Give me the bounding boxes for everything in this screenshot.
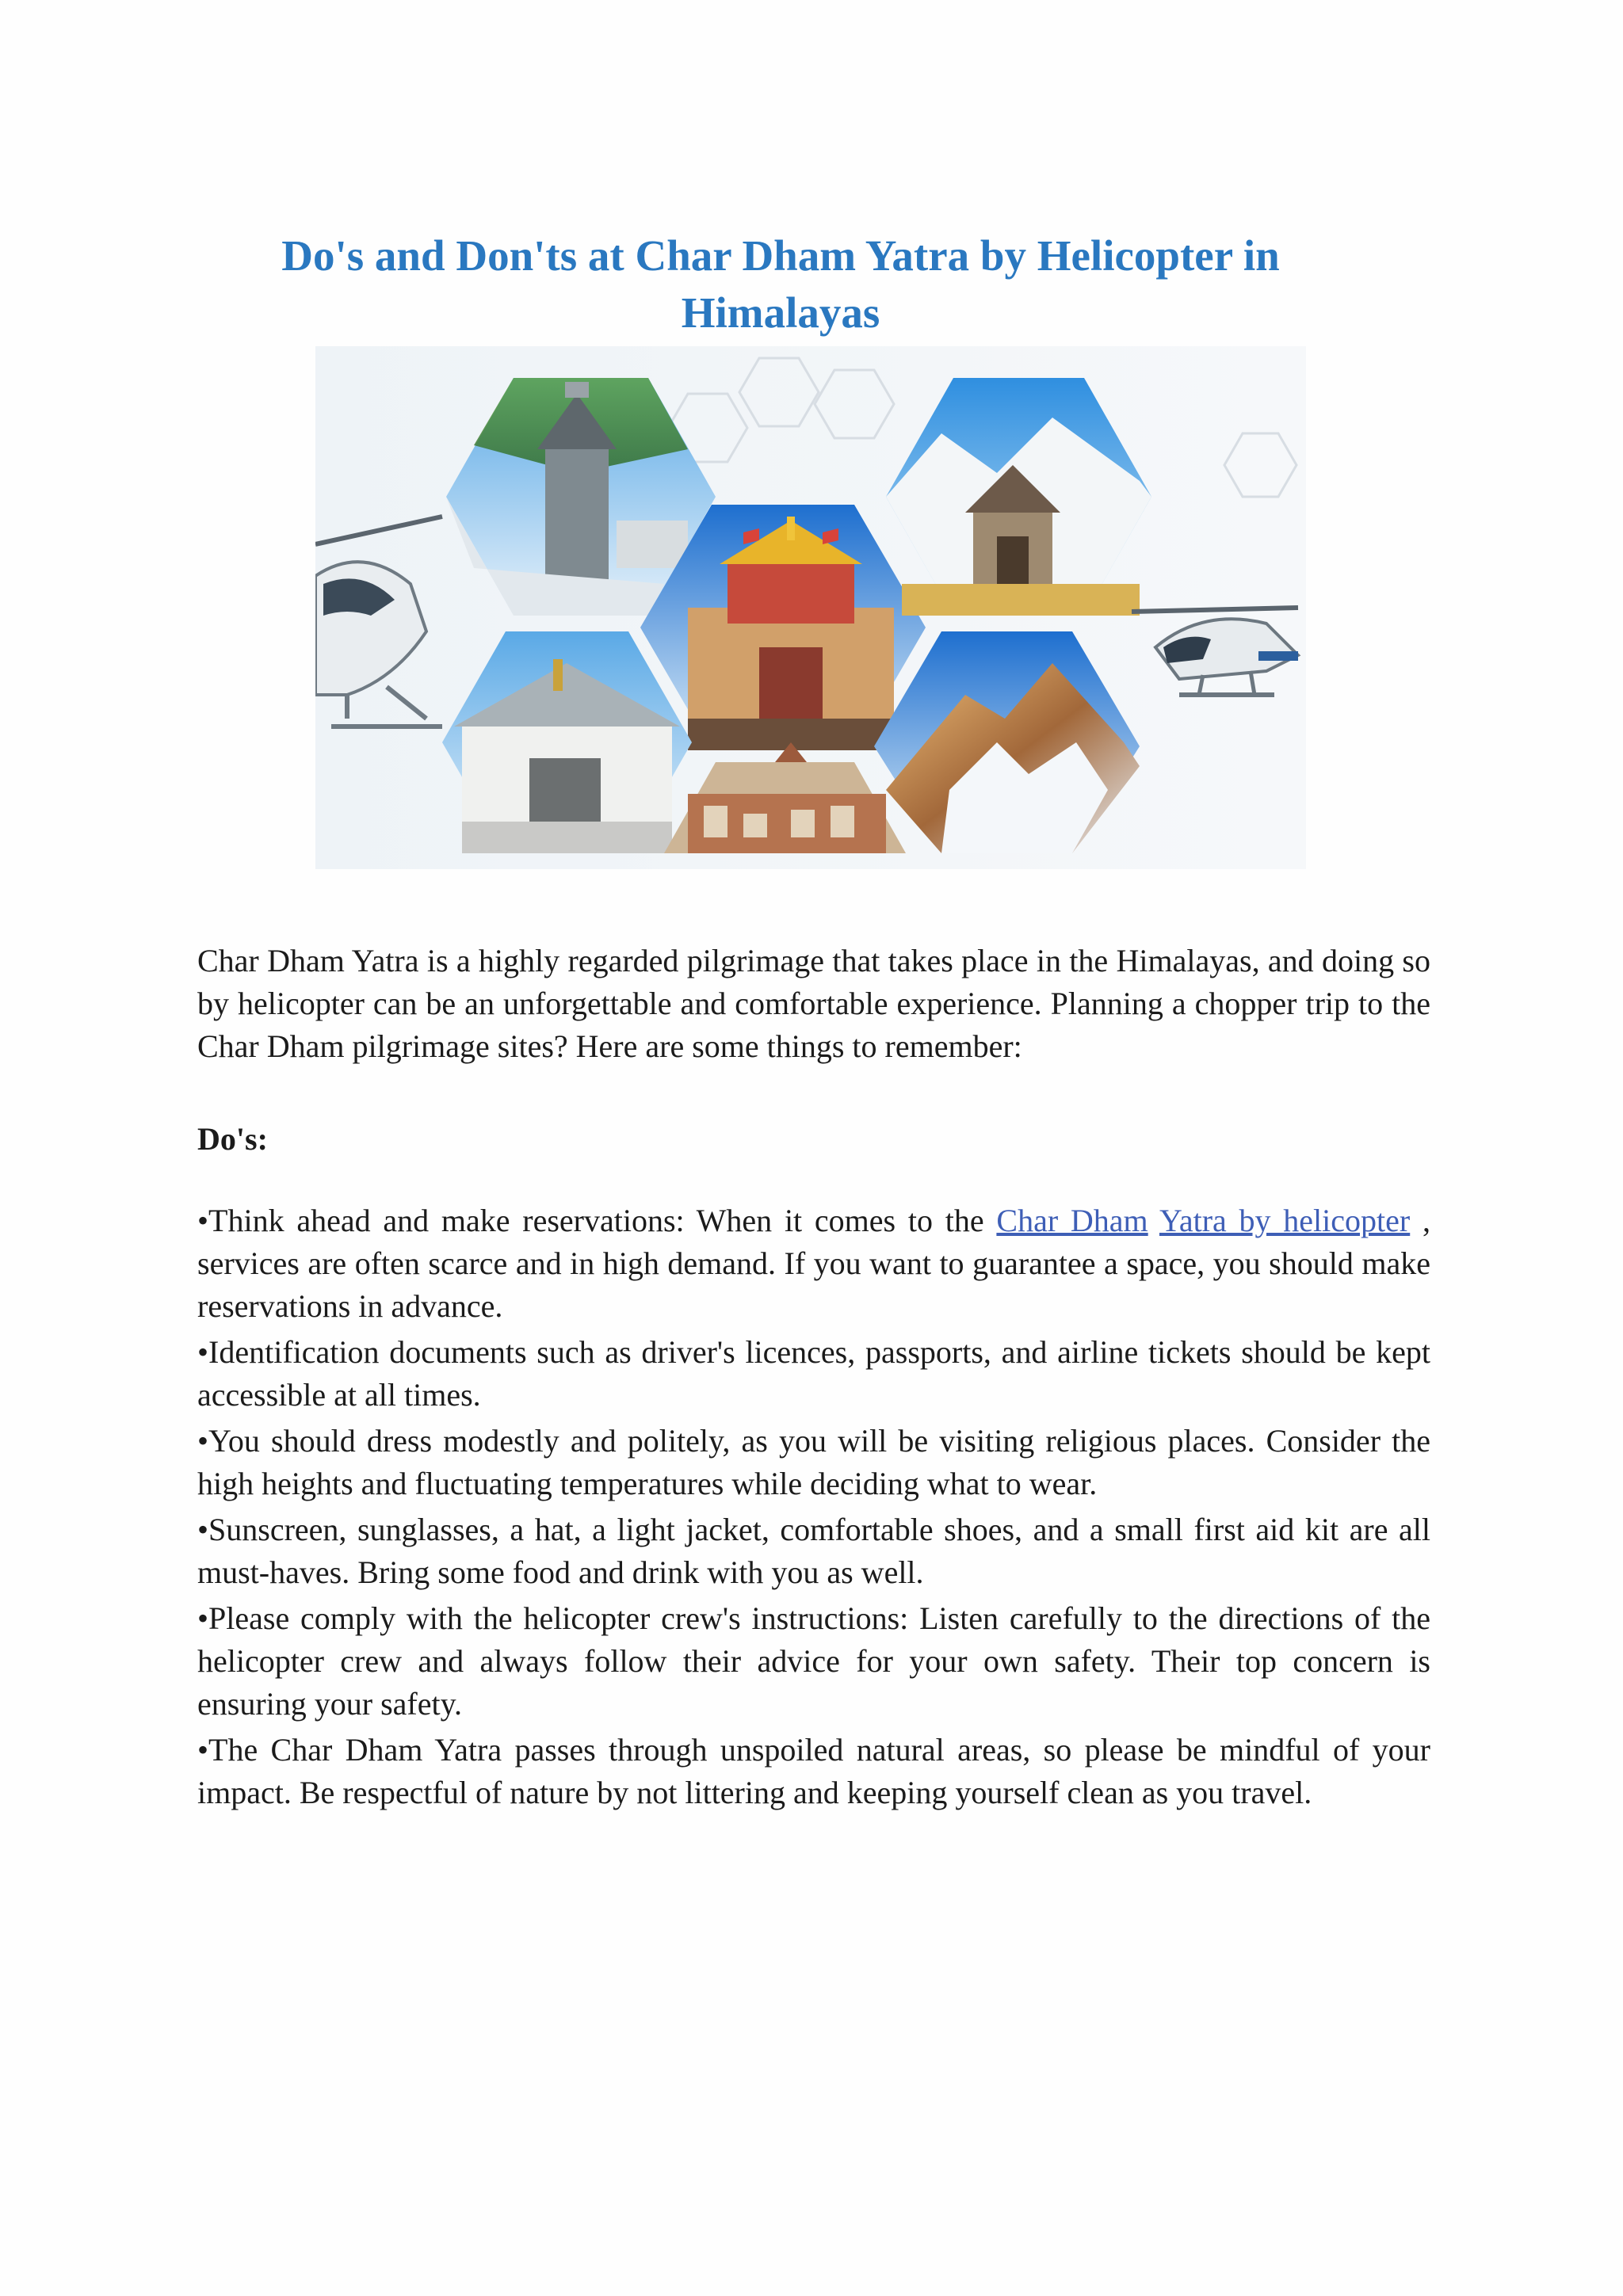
bullet: • [197, 1732, 209, 1768]
list-item-text: Think ahead and make reservations: When it comes to the [208, 1203, 997, 1238]
bullet: • [197, 1600, 209, 1636]
dos-list [197, 1199, 1430, 1817]
list-item [197, 1331, 1430, 1417]
list-item [197, 1420, 1430, 1505]
bullet: • [197, 1203, 209, 1238]
dos-heading: Do's: [197, 1121, 268, 1157]
page-title: Do's and Don'ts at Char Dham Yatra by Helicopter in Himalayas [281, 231, 1280, 337]
list-item [197, 1508, 1430, 1594]
bullet: • [197, 1423, 209, 1459]
link-separator [1148, 1203, 1159, 1238]
list-item-text: Please comply with the helicopter crew's instructions: Listen carefully to the directions of the helicopter crew and always follow their advice for your own safety. Their top concern is ensuring your safety. [197, 1600, 1430, 1722]
list-item-text: , services are often scarce and in high demand. If you want to guarantee a space, you should make reservations in advance. [197, 1203, 1430, 1324]
yatra-by-helicopter-link[interactable]: Yatra by helicopter [1159, 1203, 1411, 1238]
list-item-text: The Char Dham Yatra passes through unspoiled natural areas, so please be mindful of your impact. Be respectful of nature by not littering and keeping yourself clean as you travel. [197, 1732, 1430, 1810]
intro-paragraph: Char Dham Yatra is a highly regarded pilgrimage that takes place in the Himalayas, and doing so by helicopter can be an unforgettable and comfortable experience. Planning a chopper trip to the Char Dham pilgrimage sites? Here are some things to remember: [197, 943, 1430, 1064]
hexagon-collage-graphic [315, 346, 1306, 869]
bullet: • [197, 1512, 209, 1547]
bullet: • [197, 1334, 209, 1370]
list-item [197, 1597, 1430, 1726]
list-item [197, 1729, 1430, 1814]
char-dham-link[interactable]: Char Dham [996, 1203, 1148, 1238]
list-item [197, 1199, 1430, 1328]
list-item-text: Identification documents such as driver's licences, passports, and airline tickets should be kept accessible at all times. [197, 1334, 1430, 1413]
list-item-text: Sunscreen, sunglasses, a hat, a light jacket, comfortable shoes, and a small first aid kit are all must-haves. Bring some food and drink with you as well. [197, 1512, 1430, 1590]
hero-image-collage [315, 346, 1306, 869]
list-item-text: You should dress modestly and politely, as you will be visiting religious places. Consider the high heights and fluctuating temperatures while deciding what to wear. [197, 1423, 1430, 1501]
